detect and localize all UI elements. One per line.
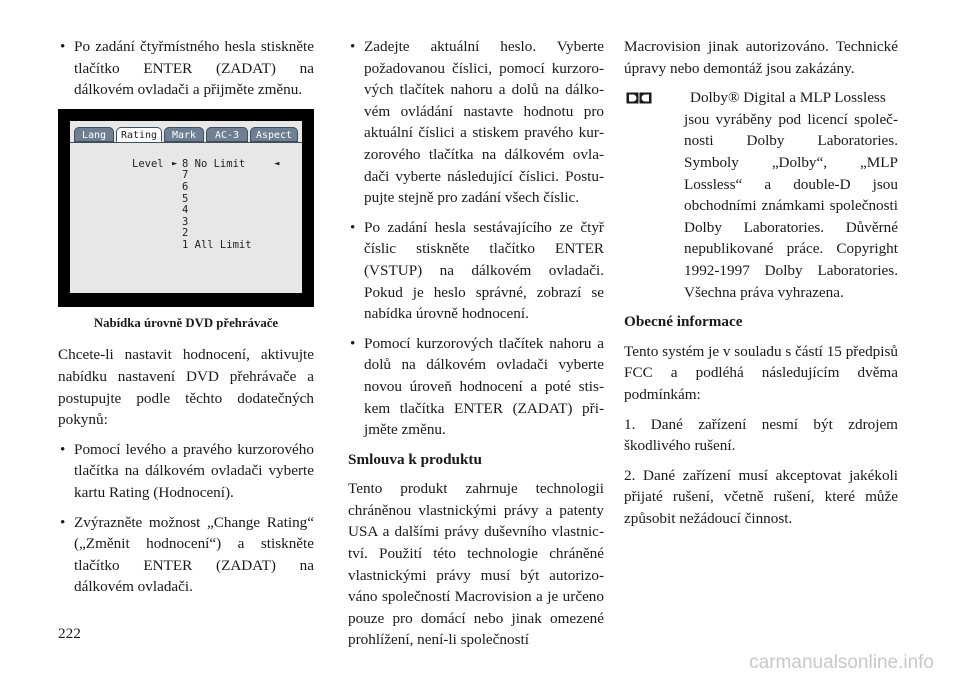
bullet-text: Zadejte aktuální heslo. Vyberte požadovanou číslici, pomocí kurzorových tlačítek nahoru a dolů na dálkovém ovládání nastavte hodnotu pro aktuální číslici a stiskem pravého kurzorového tlačítka na dálkovém ovladači vyberte následující číslici. Postupujte stejně pro zadání všech číslic. [364,38,604,207]
bullet-marker: • [350,38,356,55]
bullet-marker: • [60,38,66,55]
list-item [58,512,314,598]
intro-bullet-list [58,36,314,101]
dolby-text-line1: Dolby® Digital a MLP Lossless [690,89,886,107]
level-list [182,159,252,252]
bullet-text: Pomocí kurzorových tlačítek nahoru a dolů na dálkovém ovladači vyberte novou úroveň hodnocení a poté stiskem tlačítka ENTER (ZADAT) přijměte změnu. [364,334,604,439]
column-left [58,36,314,606]
list-item [58,439,314,504]
section-heading: Smlouva k produktu [348,450,482,468]
bullet-marker: • [350,218,356,236]
body-paragraph: Chcete-li nastavit hodnocení, aktivujte nabídku nastavení DVD přehrávače a postupujte podle těchto dodatečných pokynů: [58,346,314,429]
tab-rating: Rating [116,127,162,142]
selection-right-arrow-icon: ► [172,158,178,169]
list-item [58,36,314,101]
numbered-item: 1. Dané zařízení nesmí být zdrojem škodlivého rušení. [624,415,898,455]
bullet-text: Po zadání čtyřmístného hesla stiskněte tlačítko ENTER (ZADAT) na dálkovém ovladači a přijměte změnu. [74,38,314,99]
numbered-item: 2. Dané zařízení musí akceptovat jakékoli přijaté rušení, včetně rušení, které může způsobit nežádoucí činnost. [624,466,898,527]
level-item: 4 [182,204,189,217]
bullet-marker: • [60,513,66,531]
selection-left-arrow-icon: ◄ [274,158,280,169]
dvd-menu-tabs [70,127,302,143]
tab-divider [70,142,302,143]
level-item: 2 [182,227,189,240]
dolby-text-body: jsou vyráběny pod licencí společnosti Dolby Laboratories. Symboly „Dolby“, „MLP Lossless“ a double-D jsou obchodními známkami společnosti Dolby Laboratories. Důvěrné nepublikované práce. Copyright 1992-1997 Dolby Laboratories. Všechna práva vyhrazena. [684,110,898,301]
column-middle [348,36,604,659]
section-heading: Obecné informace [624,313,743,331]
level-item: 1 All Limit [182,238,252,251]
dolby-double-d-icon [626,92,652,104]
bullet-text: Zvýrazněte možnost „Change Rating“ („Změnit hodnocení“) a stiskněte tlačítko ENTER (ZADAT) na dálkovém ovladači. [74,513,314,596]
dvd-menu-screenshot [58,109,314,307]
watermark: carmanualsonline.info [749,652,934,673]
instruction-bullet-list [348,36,604,441]
level-item: 6 [182,180,189,193]
level-item: 7 [182,169,189,182]
body-paragraph: Tento produkt zahrnuje technologii chráněnou vlastnickými právy a patenty USA a dalšími právy duševního vlastnictví. Použití této technologie chráněné vlastnickými právy musí být autorizováno společností Macrovision a je určeno pouze pro domácí nebo jinak omezené prohlížení, není-li společností [348,480,604,649]
level-item: 5 [182,192,189,205]
tab-lang: Lang [74,127,114,142]
list-item [348,333,604,441]
bullet-marker: • [60,440,66,458]
bullet-text: Pomocí levého a pravého kurzorového tlačítka na dálkovém ovladači vyberte kartu Rating (Hodnocení). [74,440,314,501]
tab-ac3: AC-3 [206,127,248,142]
list-item [348,36,604,209]
body-paragraph: Tento systém je v souladu s částí 15 předpisů FCC a podléhá následujícím dvěma podmínkám: [624,342,898,403]
column-right [624,36,898,537]
level-item: 3 [182,215,189,228]
dvd-menu-panel [70,121,302,293]
level-item: 8 No Limit [182,157,246,170]
body-paragraph: Macrovision jinak autorizováno. Technické úpravy nebo demontáž jsou zakázány. [624,38,898,77]
bullet-text: Po zadání hesla sestávajícího ze čtyř číslic stiskněte tlačítko ENTER (VSTUP) na dálkovém ovladači. Pokud je heslo správné, zobrazí se nabídka úrovně hodnocení. [364,218,604,323]
tab-mark: Mark [164,127,204,142]
bullet-marker: • [350,334,356,352]
level-label: Level [132,157,164,170]
figure-caption: Nabídka úrovně DVD přehrávače [93,315,279,330]
tab-aspect: Aspect [250,127,298,142]
instruction-bullet-list [58,439,314,598]
page-number: 222 [58,625,81,642]
list-item [348,217,604,325]
dolby-notice [624,87,898,303]
